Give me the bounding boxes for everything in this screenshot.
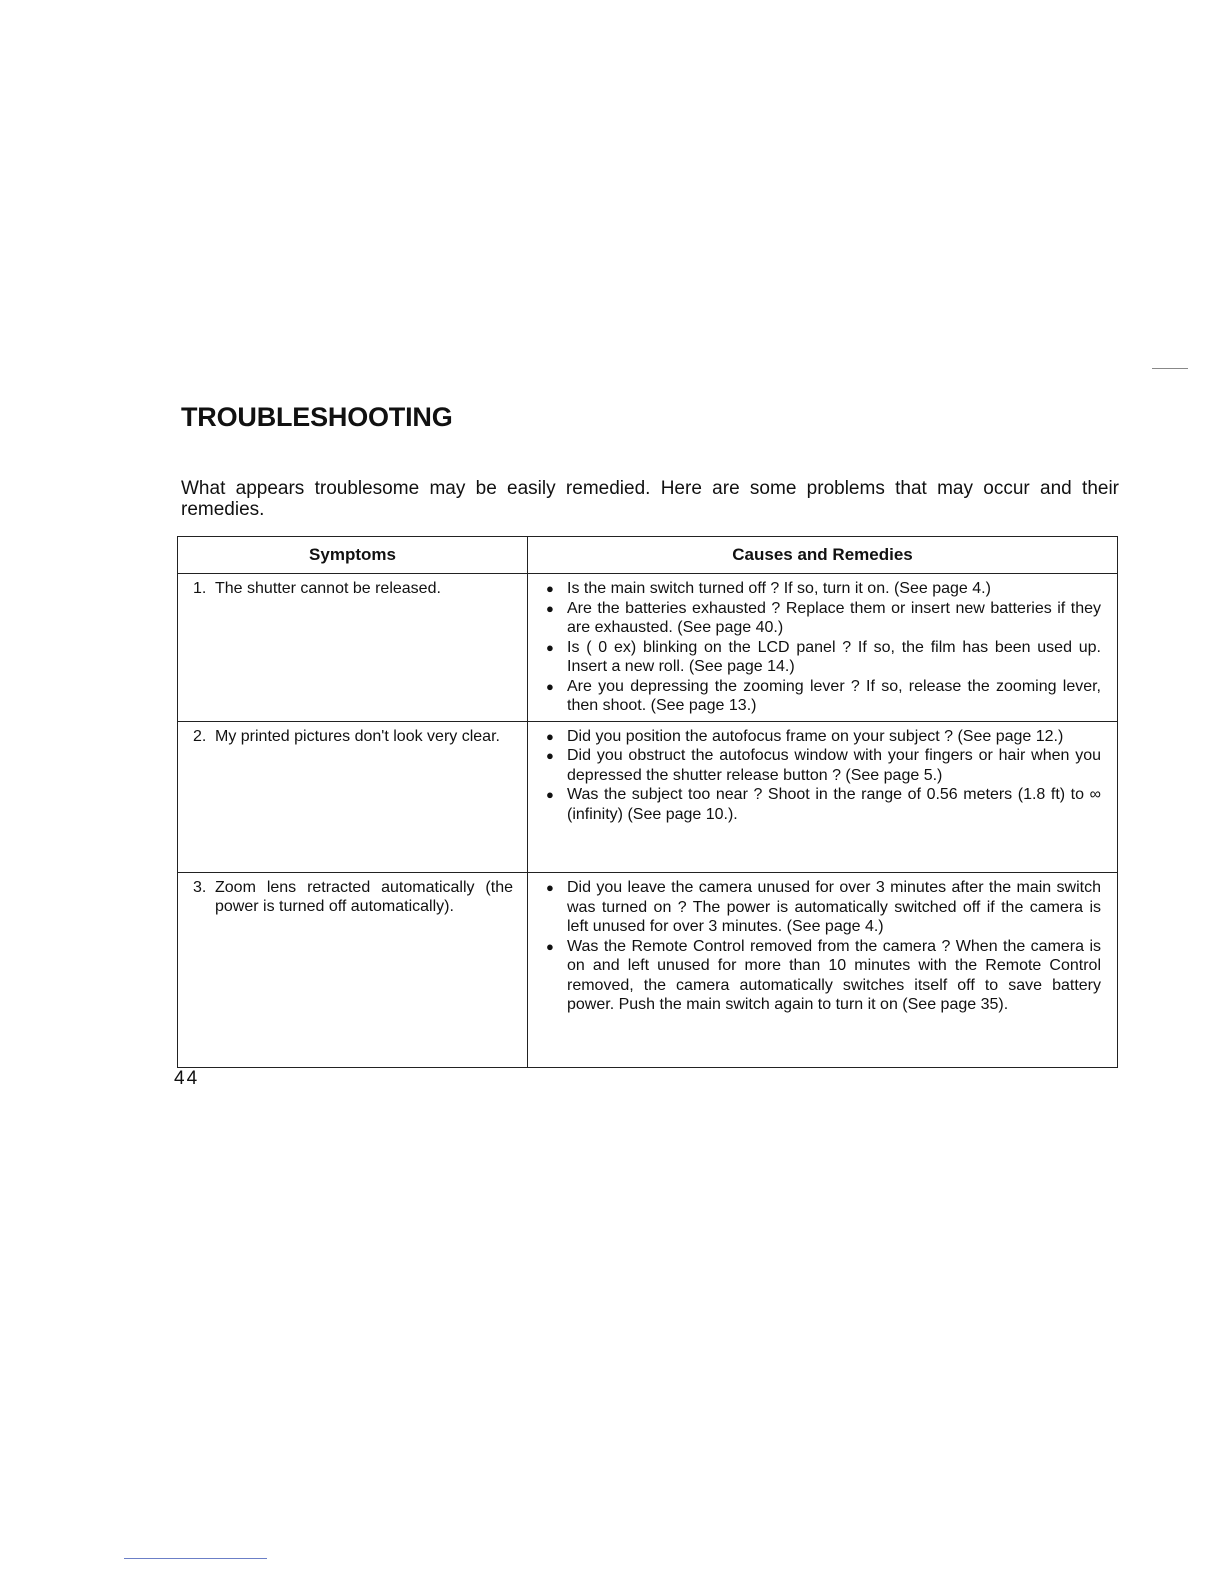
remedy-item: ● Are you depressing the zooming lever ? If so, release the zooming lever, then shoot. (See page 13.) (546, 677, 1101, 714)
bullet-icon: ● (546, 728, 554, 744)
symptom-text: The shutter cannot be released. (215, 580, 441, 597)
table-header-row (178, 537, 1118, 574)
page-title: TROUBLESHOOTING (181, 402, 453, 432)
symptoms-header: Symptoms (178, 537, 528, 574)
bullet-icon: ● (546, 938, 554, 954)
remedy-item: ● Did you position the autofocus frame on your subject ? (See page 12.) (546, 727, 1064, 745)
remedy-item: ● Is ( 0 ex) blinking on the LCD panel ? If so, the film has been used up. Insert a new roll. (See page 14.) (546, 638, 1101, 675)
table-row (178, 721, 1118, 872)
troubleshooting-table (177, 536, 1118, 1068)
bullet-icon: ● (546, 748, 554, 764)
table-row (178, 873, 1118, 1068)
remedy-item: ● Was the subject too near ? Shoot in the range of 0.56 meters (1.8 ft) to ∞ (infinity) (See page 10.). (546, 786, 1101, 823)
edge-mark (124, 1558, 267, 1559)
remedies-header: Causes and Remedies (528, 537, 1118, 574)
remedies-cell (528, 574, 1118, 722)
bullet-icon: ● (546, 581, 554, 596)
edge-mark (1152, 368, 1188, 369)
bullet-icon: ● (546, 880, 554, 896)
remedy-list (528, 574, 1117, 716)
remedy-item: ● Are the batteries exhausted ? Replace them or insert new batteries if they are exhausted. (See page 40.) (546, 599, 1101, 636)
symptom-number: 2. (193, 727, 207, 745)
remedy-item: ● Is the main switch turned off ? If so, turn it on. (See page 4.) (546, 580, 991, 597)
remedy-list (528, 722, 1117, 825)
remedies-cell (528, 873, 1118, 1068)
intro-paragraph: What appears troublesome may be easily remedied. Here are some problems that may occur and their remedies. (181, 478, 1119, 520)
remedies-cell (528, 721, 1118, 872)
remedy-item: ● Did you leave the camera unused for over 3 minutes after the main switch was turned on ? The power is automatically switched off if the camera is left unused for over 3 minutes. (See page 4.) (546, 879, 1101, 936)
bullet-icon: ● (546, 600, 554, 616)
symptom-number: 1. (193, 580, 207, 597)
symptom-text: Zoom lens retracted automatically (the power is turned off automatically). (215, 879, 513, 916)
table-row (178, 574, 1118, 722)
symptom-cell (178, 721, 528, 872)
remedy-item: ● Was the Remote Control removed from the camera ? When the camera is on and left unused for more than 10 minutes with the Remote Control removed, the camera automatically switches itself off to save battery power. Push the main switch again to turn it on (See page 35). (546, 937, 1101, 1014)
bullet-icon: ● (546, 787, 554, 803)
page-number: 44 (174, 1068, 200, 1089)
symptom-cell (178, 574, 528, 722)
symptom-text: My printed pictures don't look very clear. (215, 727, 500, 745)
remedy-list (528, 873, 1117, 1015)
remedy-item: ● Did you obstruct the autofocus window with your fingers or hair when you depressed the shutter release button ? (See page 5.) (546, 747, 1101, 784)
symptom-number: 3. (193, 879, 207, 897)
bullet-icon: ● (546, 678, 554, 694)
symptom-cell (178, 873, 528, 1068)
bullet-icon: ● (546, 639, 554, 655)
